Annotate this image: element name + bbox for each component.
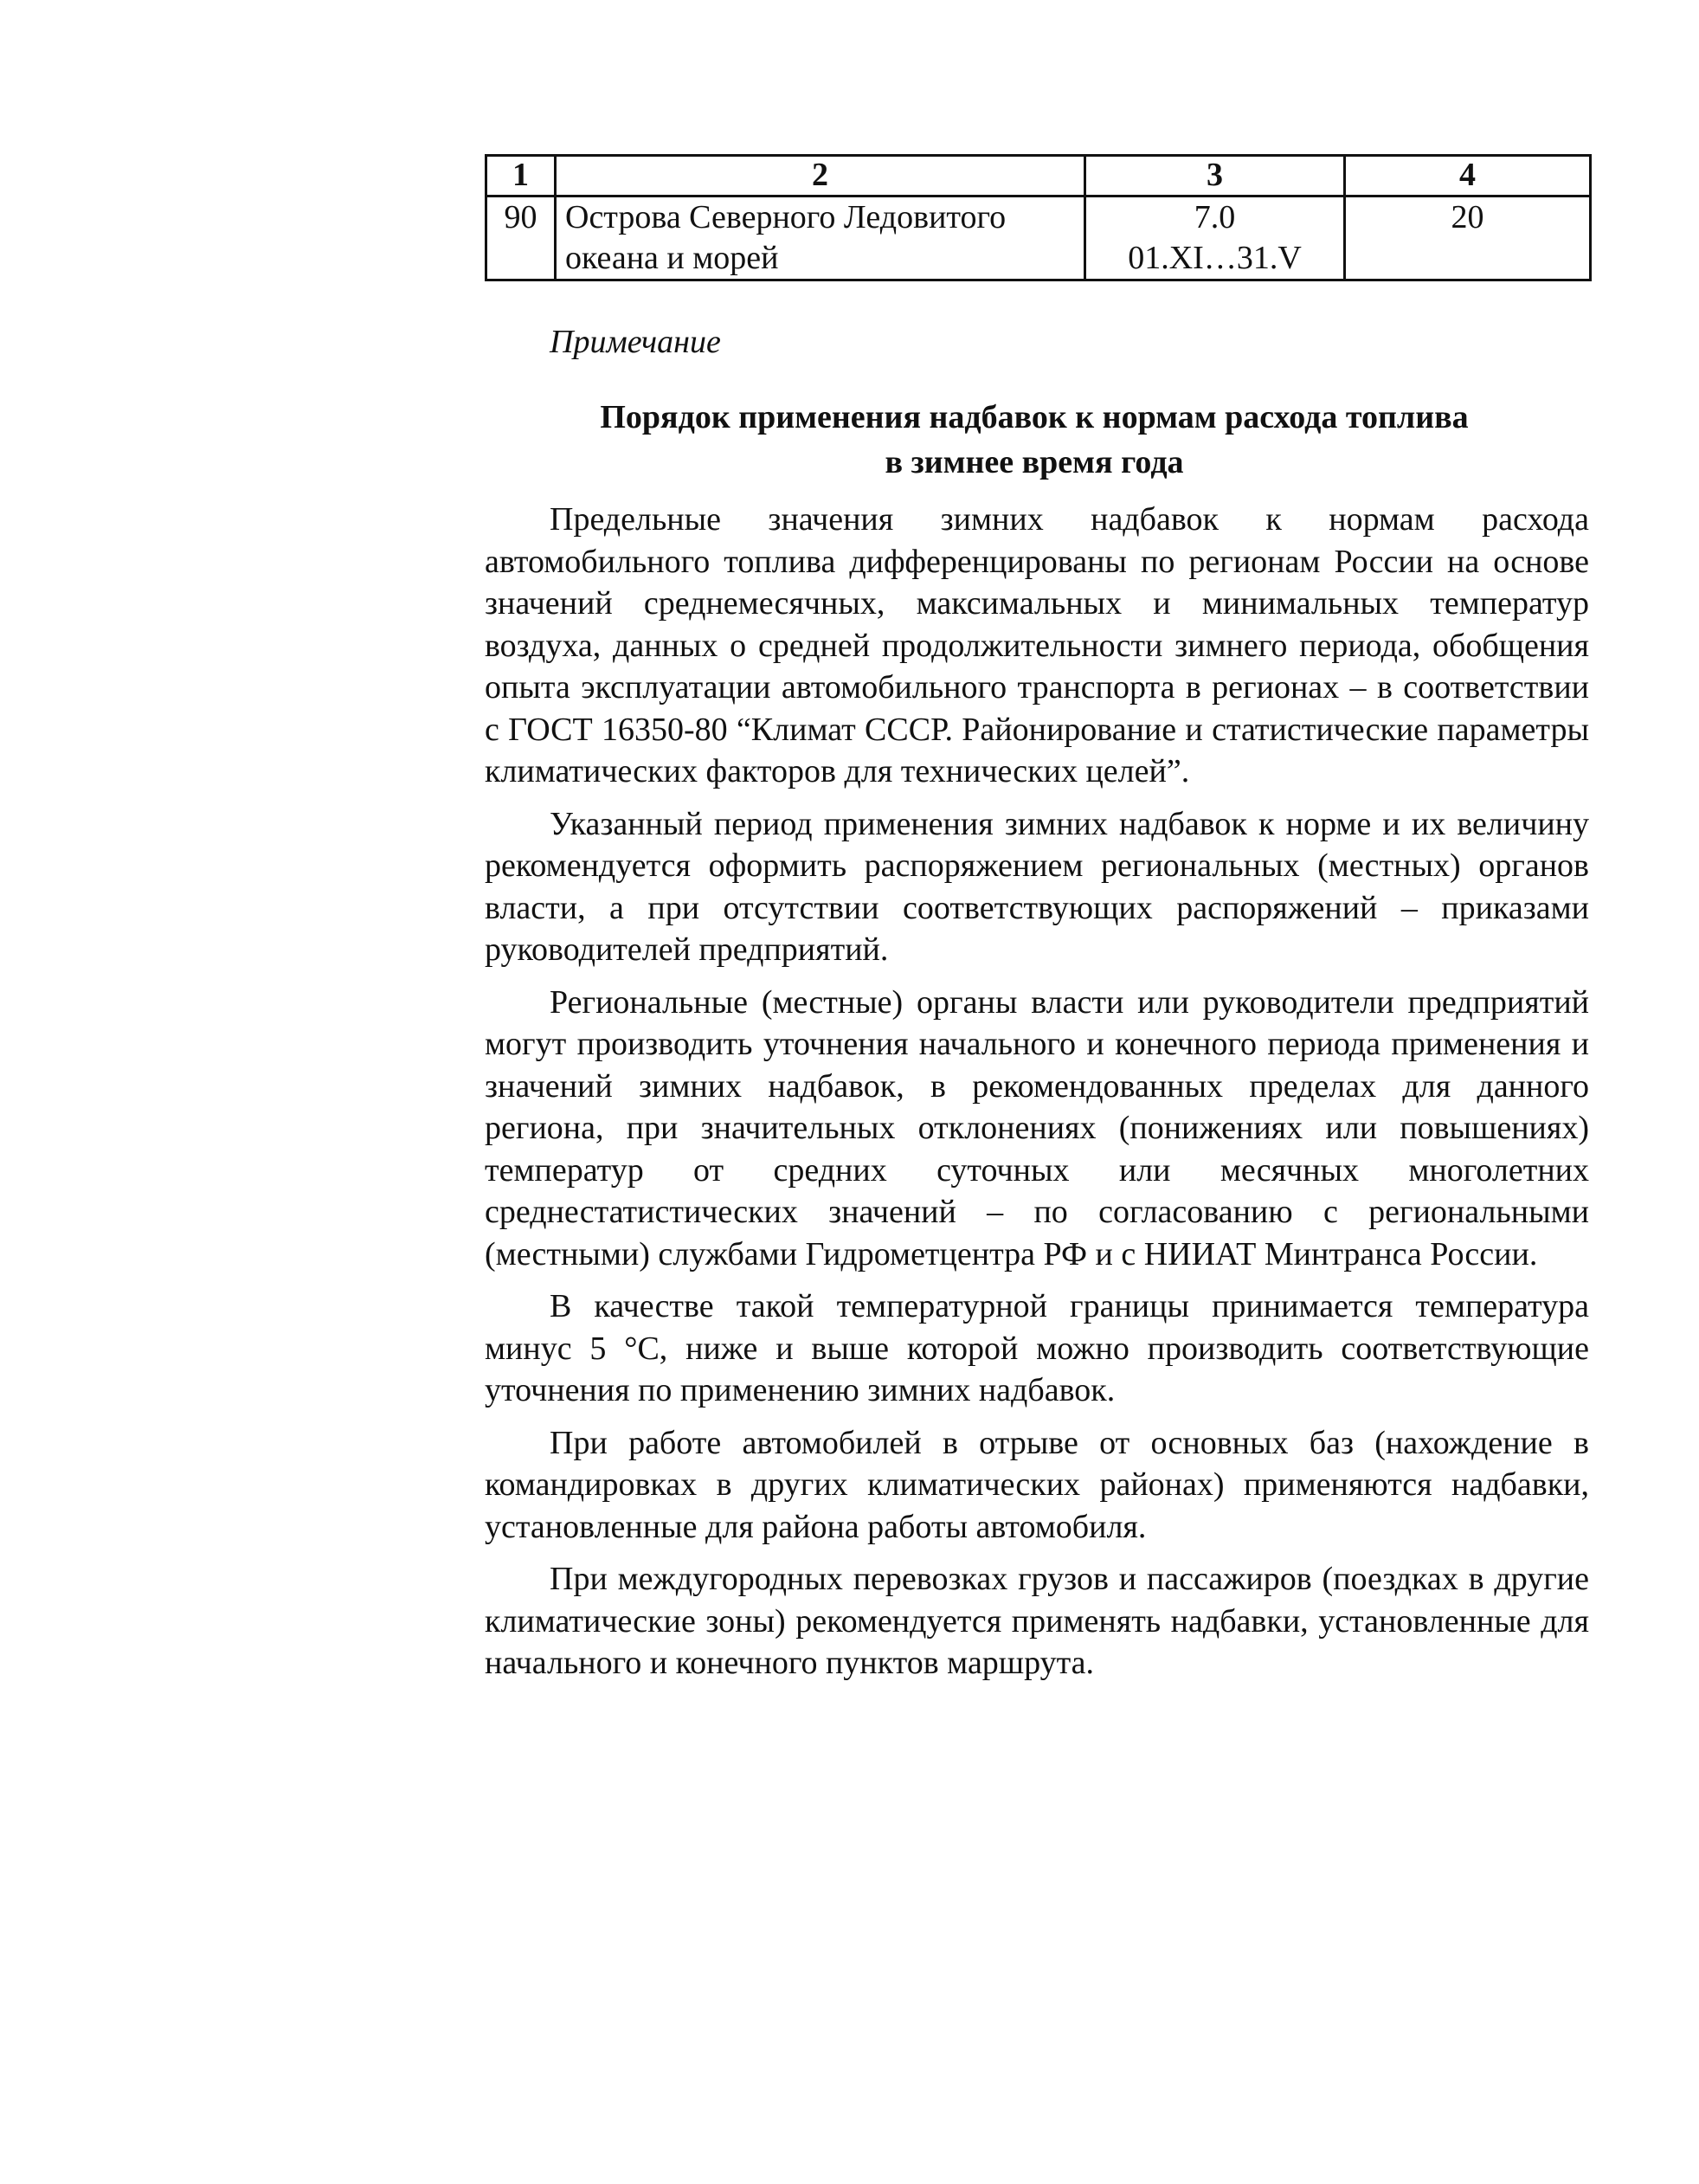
paragraph: В качестве такой температурной границы принимается температура минус 5 °С, ниже и выше которой можно производить соответствующие уточнения по применению зимних надбавок. <box>485 1288 1589 1408</box>
allowance-value: 7.0 <box>1194 199 1236 235</box>
paragraph: Предельные значения зимних надбавок к нормам расхода автомобильного топлива дифференцированы по регионам России на основе значений среднемесячных, максимальных и минимальных температур воздуха, данных о средней продолжительности зимнего периода, обобщения опыта эксплуатации автомобильного транспорта в регионах – в соответствии с ГОСТ 16350-80 “Климат СССР. Районирование и статистические параметры климатических факторов для технических целей”. <box>485 501 1589 789</box>
paragraph: Указанный период применения зимних надбавок к норме и их величину рекомендуется оформить распоряжением региональных (местных) органов власти, а при отсутствии соответствующих распоряжений – приказами руководителей предприятий. <box>485 805 1589 968</box>
paragraph: Региональные (местные) органы власти или руководители предприятий могут производить уточнения начального и конечного периода применения и значений зимних надбавок, в рекомендованных пределах для данного региона, при значительных отклонениях (понижениях или повышениях) температур от средних суточных или месячных многолетних среднестатистических значений – по согласованию с региональными (местными) службами Гидрометцентра РФ и с НИИАТ Минтранса России. <box>485 983 1589 1272</box>
table-row <box>486 196 1591 280</box>
region-name-cell <box>556 196 1085 280</box>
region-name-line: океана и морей <box>565 240 779 276</box>
body-text <box>485 499 1589 1695</box>
column-header: 1 <box>486 156 556 196</box>
paragraph: При междугородных перевозках грузов и пассажиров (поездках в другие климатические зоны) рекомендуется применять надбавки, установленные для начального и конечного пунктов маршрута. <box>485 1561 1589 1681</box>
section-heading-line: в зимнее время года <box>885 444 1184 480</box>
allowance-cell <box>1085 196 1345 280</box>
section-heading-line: Порядок применения надбавок к нормам расхода топлива <box>600 399 1469 435</box>
paragraph: При работе автомобилей в отрыве от основных баз (нахождение в командировках в других климатических районах) применяются надбавки, установленные для района работы автомобиля. <box>485 1424 1589 1545</box>
regions-table <box>485 154 1592 281</box>
section-heading <box>485 395 1584 485</box>
region-name-line: Острова Северного Ледовитого <box>565 199 1007 235</box>
column-header: 3 <box>1085 156 1345 196</box>
max-allowance-cell: 20 <box>1345 196 1591 280</box>
row-number-cell: 90 <box>486 196 556 280</box>
column-header: 4 <box>1345 156 1591 196</box>
note-label: Примечание <box>550 324 721 360</box>
table-header-row <box>486 156 1591 196</box>
column-header: 2 <box>556 156 1085 196</box>
allowance-period: 01.XI…31.V <box>1128 240 1302 276</box>
